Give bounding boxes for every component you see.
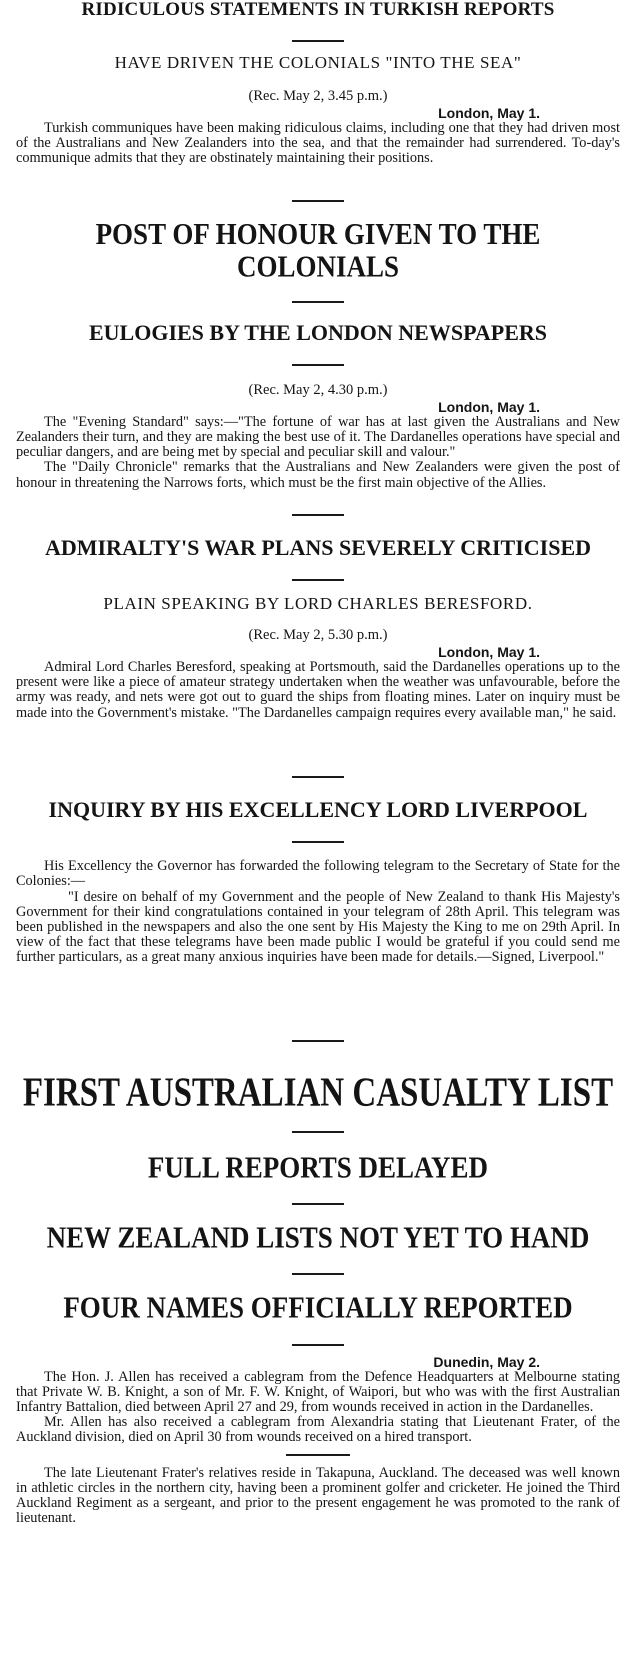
dateline: London, May 1. <box>438 398 540 415</box>
article-admiralty-criticised <box>16 514 620 721</box>
subheadline: NEW ZEALAND LISTS NOT YET TO HAND <box>46 1219 590 1255</box>
article-body <box>16 415 620 491</box>
divider-rule <box>292 1203 344 1205</box>
headline: ADMIRALTY'S WAR PLANS SEVERELY CRITICISED <box>44 535 592 560</box>
received-time: (Rec. May 2, 3.45 p.m.) <box>248 87 388 104</box>
headline: FIRST AUSTRALIAN CASUALTY LIST <box>22 1070 614 1116</box>
paragraph: Mr. Allen has also received a cablegram from Alexandria stating that Lieutenant Frater, of the Auckland division, died on April 30 from wounds received on a hired transport. <box>16 1414 620 1446</box>
received-time: (Rec. May 2, 5.30 p.m.) <box>248 626 388 643</box>
divider-rule <box>292 1040 344 1042</box>
divider-rule <box>292 579 344 581</box>
subheadline: HAVE DRIVEN THE COLONIALS "INTO THE SEA" <box>114 52 522 72</box>
divider-rule <box>292 200 344 202</box>
dateline: London, May 1. <box>438 104 540 121</box>
paragraph: The "Daily Chronicle" remarks that the Australians and New Zealanders were given the post of honour in threatening the Narrows forts, which must be the first main objective of the Allies. <box>16 459 620 491</box>
subheadline: FOUR NAMES OFFICIALLY REPORTED <box>63 1290 573 1325</box>
divider-rule <box>292 40 344 42</box>
subheadline: PLAIN SPEAKING BY LORD CHARLES BERESFORD. <box>103 594 533 614</box>
paragraph: The "Evening Standard" says:—"The fortune of war has at last given the Australians and New Zealanders their turn, and they are making the best use of it. The Dardanelles operations have special and peculiar dangers, and are being met by special and peculiar skill and valour." <box>16 413 620 461</box>
article-body <box>16 660 620 721</box>
divider-rule <box>292 1273 344 1275</box>
paragraph: Turkish communiques have been making ridiculous claims, including one that they had driven most of the Australians and New Zealanders into the sea, and that the remainder had surrendered. To-day's communique admits that they are obstinately maintaining their positions. <box>16 119 620 167</box>
article-post-of-honour <box>16 200 620 491</box>
paragraph: The late Lieutenant Frater's relatives reside in Takapuna, Auckland. The deceased was well known in athletic circles in the northern city, having been a prominent golfer and cricketer. He joined the Third Auckland Regiment as a sergeant, and prior to the present engagement he was promoted to the rank of lieutenant. <box>16 1464 620 1527</box>
headline: RIDICULOUS STATEMENTS IN TURKISH REPORTS <box>81 0 555 20</box>
paragraph: The Hon. J. Allen has received a cablegram from the Defence Headquarters at Melbourne stating that Private W. B. Knight, a son of Mr. F. W. Knight, of Waipori, but who was with the first Australian Infantry Battalion, died between April 27 and 29, from wounds received in action in the Dardanelles. <box>16 1368 620 1416</box>
article-body <box>16 121 620 167</box>
divider-rule <box>292 514 344 516</box>
divider-rule <box>292 841 344 843</box>
divider-rule <box>292 301 344 303</box>
divider-rule <box>292 364 344 366</box>
subheadline: EULOGIES BY THE LONDON NEWSPAPERS <box>88 319 548 345</box>
article-body <box>16 859 620 965</box>
received-time: (Rec. May 2, 4.30 p.m.) <box>248 381 388 398</box>
divider-rule <box>292 776 344 778</box>
paragraph: His Excellency the Governor has forwarded the following telegram to the Secretary of State for the Colonies:— <box>16 858 620 890</box>
dateline: London, May 1. <box>438 643 540 660</box>
paragraph: Admiral Lord Charles Beresford, speaking at Portsmouth, said the Dardanelles operations up to the present were like a piece of amateur strategy undertaken when the weather was unfavourable, before the army was ready, and nets were got out to guard the ships from floating mines. Later on inquiry must be made into the Government's mistake. "The Dardanelles campaign requires every available man," he said. <box>16 658 620 721</box>
article-turkish-reports <box>16 0 620 166</box>
dateline: Dunedin, May 2. <box>433 1353 540 1370</box>
divider-rule <box>292 1131 344 1133</box>
article-casualty-list <box>16 1040 620 1527</box>
divider-rule <box>292 1344 344 1346</box>
article-lord-liverpool <box>16 776 620 966</box>
divider-rule <box>286 1454 350 1456</box>
article-body <box>16 1370 620 1527</box>
telegram-quote: "I desire on behalf of my Government and the people of New Zealand to thank His Majesty's Government for their kind congratulations contained in your telegram of 28th April. This telegram was been published in the newspapers and also the one sent by His Majesty the King to me on 29th April. In view of the fact that these telegrams have been made public I would be grateful if you could send me further particulars, as a great many anxious inquiries have been made for details.—Signed, Liverpool." <box>16 888 620 966</box>
headline: POST OF HONOUR GIVEN TO THE COLONIALS <box>95 216 541 284</box>
subheadline: FULL REPORTS DELAYED <box>147 1149 489 1184</box>
headline: INQUIRY BY HIS EXCELLENCY LORD LIVERPOOL <box>48 797 588 822</box>
